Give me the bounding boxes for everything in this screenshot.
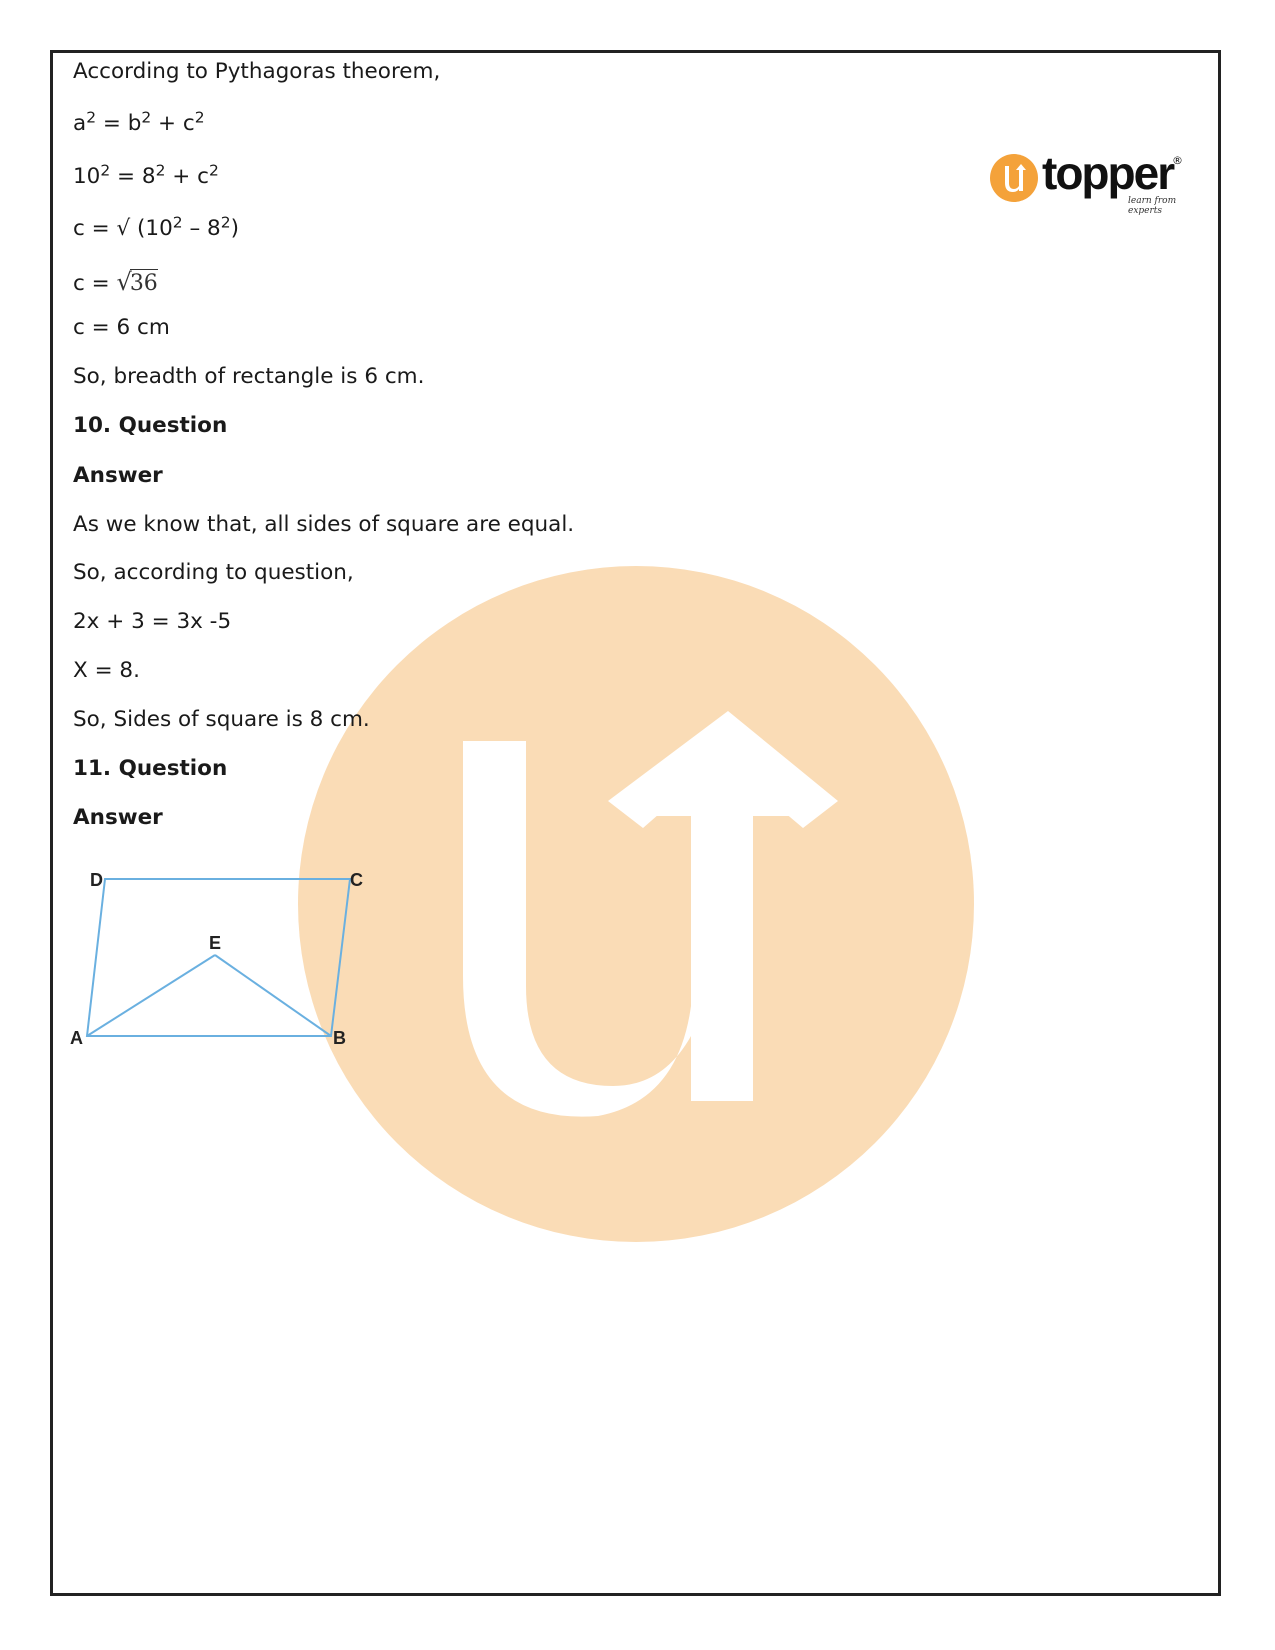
q10-line: 2x + 3 = 3x -5 <box>73 609 232 634</box>
q10-line: So, Sides of square is 8 cm. <box>73 707 370 732</box>
registered-mark: ® <box>1172 154 1183 167</box>
segment-eb <box>215 955 331 1036</box>
watermark-logo-icon <box>298 566 974 1242</box>
intro-text: According to Pythagoras theorem, <box>73 59 441 84</box>
vertex-label-e: E <box>209 933 222 953</box>
equation-1: $a^2 = b^2 + c^2$ <box>73 108 205 136</box>
vertex-label-a: A <box>70 1028 83 1048</box>
q10-line: As we know that, all sides of square are equal. <box>73 512 575 537</box>
equation-3: c = √ $(10^2 - 8^2)$ <box>73 213 239 241</box>
vertex-label-b: B <box>333 1028 346 1048</box>
vertex-label-d: D <box>90 870 103 890</box>
topper-logo <box>990 147 1190 220</box>
parallelogram-figure <box>65 870 385 1060</box>
question-10-answer-label: Answer <box>73 463 163 488</box>
logo-mark-icon <box>990 154 1038 202</box>
sqrt-icon: √ <box>116 268 132 296</box>
question-11-answer-label: Answer <box>73 805 163 830</box>
equation-2: $10^2 = 8^2 + c^2$ <box>73 161 219 189</box>
conclusion-text: So, breadth of rectangle is 6 cm. <box>73 364 425 389</box>
question-10-heading: 10. Question <box>73 413 228 438</box>
logo-brand-text: topper <box>1042 147 1174 199</box>
question-11-heading: 11. Question <box>73 756 228 781</box>
equation-5: c = 6 cm <box>73 315 170 340</box>
vertex-label-c: C <box>350 870 363 890</box>
q10-line: X = 8. <box>73 658 140 683</box>
logo-tagline: learn from experts <box>1128 196 1177 216</box>
segment-ae <box>87 955 215 1036</box>
equation-4: c = √36 <box>73 268 158 296</box>
q10-line: So, according to question, <box>73 560 354 585</box>
